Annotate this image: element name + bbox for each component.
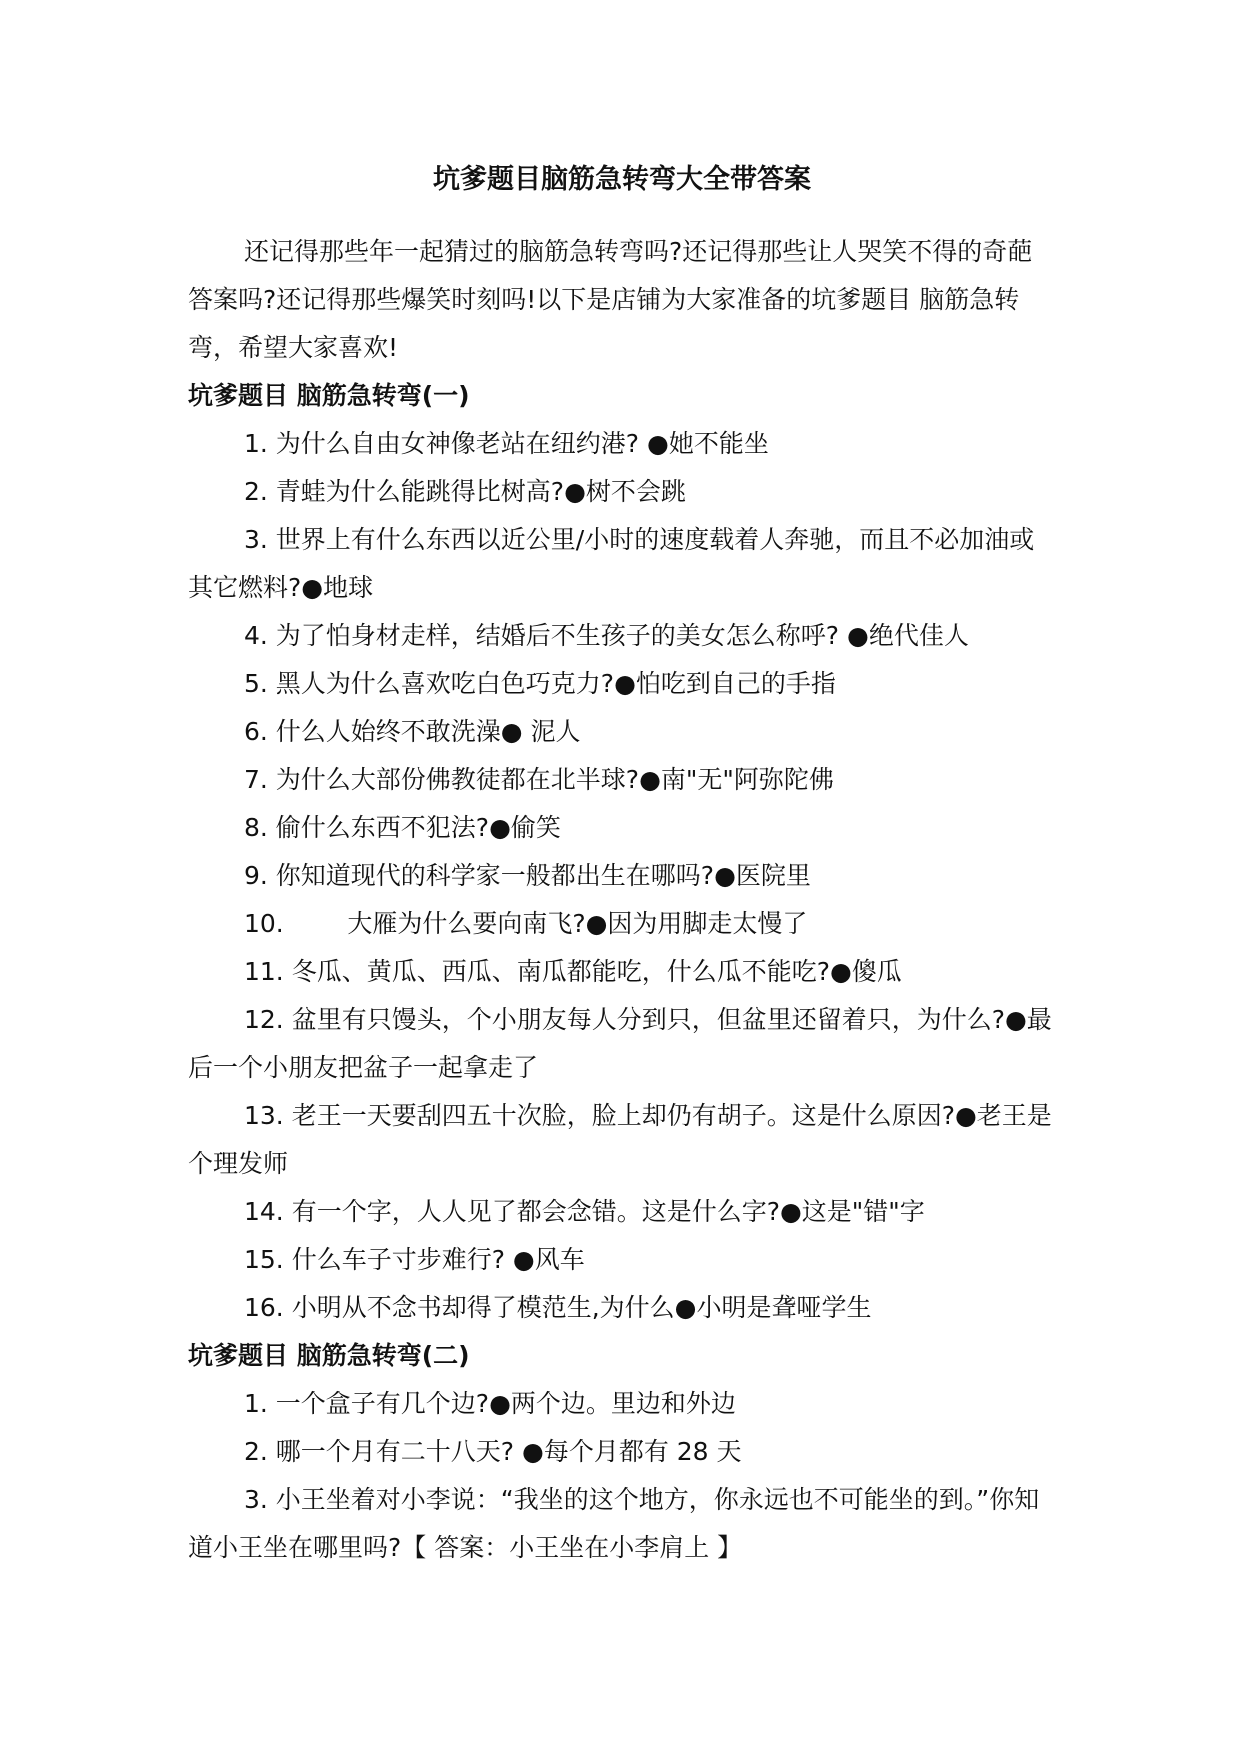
- list-item: 1. 为什么自由女神像老站在纽约港? ●她不能坐: [244, 429, 769, 458]
- list-item: 5. 黑人为什么喜欢吃白色巧克力?●怕吃到自己的手指: [244, 669, 836, 698]
- section-heading: 坑爹题目 脑筋急转弯(一): [188, 381, 470, 410]
- list-item: 15. 什么车子寸步难行? ●风车: [244, 1245, 585, 1274]
- list-item: 13. 老王一天要刮四五十次脸，脸上却仍有胡子。这是什么原因?●老王是个理发师: [188, 1101, 1052, 1178]
- list-item: 3. 小王坐着对小李说：“我坐的这个地方，你永远也不可能坐的到。”你知道小王坐在哪里吗?【 答案：小王坐在小李肩上 】: [188, 1485, 1040, 1562]
- list-item: 6. 什么人始终不敢洗澡● 泥人: [244, 717, 581, 746]
- list-item: 3. 世界上有什么东西以近公里/小时的速度载着人奔驰，而且不必加油或其它燃料?●地球: [188, 525, 1035, 602]
- list-item: 11. 冬瓜、黄瓜、西瓜、南瓜都能吃，什么瓜不能吃?●傻瓜: [244, 957, 902, 986]
- document-page: [188, 140, 1056, 1572]
- list-item: 14. 有一个字，人人见了都会念错。这是什么字?●这是"错"字: [244, 1197, 925, 1226]
- document-title: 坑爹题目脑筋急转弯大全带答案: [433, 164, 811, 195]
- list-item: 10. 大雁为什么要向南飞?●因为用脚走太慢了: [244, 909, 808, 938]
- list-item: 4. 为了怕身材走样，结婚后不生孩子的美女怎么称呼? ●绝代佳人: [244, 621, 969, 650]
- list-item: 8. 偷什么东西不犯法?●偷笑: [244, 813, 561, 842]
- list-item: 7. 为什么大部份佛教徒都在北半球?●南"无"阿弥陀佛: [244, 765, 834, 794]
- list-item: 9. 你知道现代的科学家一般都出生在哪吗?●医院里: [244, 861, 811, 890]
- list-item: 2. 青蛙为什么能跳得比树高?●树不会跳: [244, 477, 686, 506]
- list-item: 16. 小明从不念书却得了模范生,为什么●小明是聋哑学生: [244, 1293, 872, 1322]
- intro-paragraph: 还记得那些年一起猜过的脑筋急转弯吗?还记得那些让人哭笑不得的奇葩答案吗?还记得那些爆笑时刻吗!以下是店铺为大家准备的坑爹题目 脑筋急转弯，希望大家喜欢!: [188, 237, 1033, 362]
- list-item: 2. 哪一个月有二十八天? ●每个月都有 28 天: [244, 1437, 742, 1466]
- list-item: 1. 一个盒子有几个边?●两个边。里边和外边: [244, 1389, 736, 1418]
- section-heading: 坑爹题目 脑筋急转弯(二): [188, 1341, 470, 1370]
- list-item: 12. 盆里有只馒头，个小朋友每人分到只，但盆里还留着只，为什么?●最后一个小朋友把盆子一起拿走了: [188, 1005, 1052, 1082]
